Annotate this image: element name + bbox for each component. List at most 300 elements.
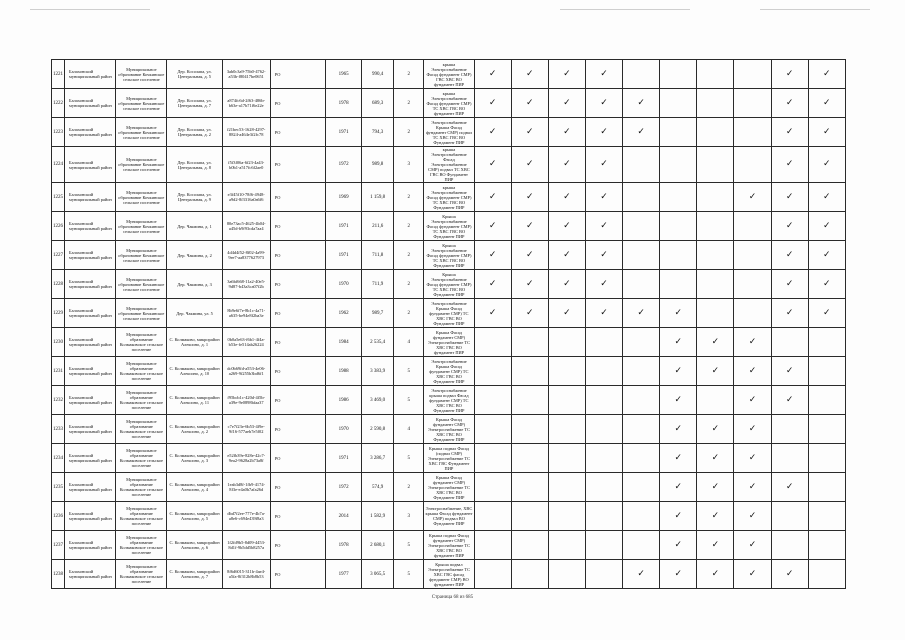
- check-cell: [623, 473, 660, 502]
- district-cell: Балахонский муниципальный район: [65, 328, 116, 357]
- checkmark-icon: ✓: [488, 159, 497, 169]
- checkmark-icon: ✓: [674, 336, 682, 347]
- check-cell: [623, 444, 660, 473]
- table-row: [52, 357, 846, 386]
- checkmark-icon: ✓: [674, 452, 682, 463]
- works-cell: Крыша Фасад фундамент СМР) Электроснабжение ТС ХВС ГВС ВО Фундамент ПИР: [424, 415, 474, 444]
- row-number: 1230: [52, 328, 65, 357]
- checkmark-icon: ✓: [823, 249, 831, 260]
- check-cell: [548, 147, 585, 183]
- floors-cell: 5: [394, 357, 424, 386]
- checkmark-icon: ✓: [563, 97, 571, 108]
- checkmark-icon: ✓: [785, 394, 794, 405]
- guid-cell: e52fb39e-828e-42c7-9ea2-9628a2b73a8f: [222, 444, 270, 473]
- table-row: [52, 118, 846, 147]
- check-cell: [474, 328, 511, 357]
- table-row: [52, 183, 846, 212]
- address-cell: С. Колмаково, микрорайон Алексино, д. 3: [167, 444, 222, 473]
- check-cell: [660, 502, 697, 531]
- owner-cell: Муниципальное образование Кочкинское сельское поселение: [116, 212, 167, 241]
- check-cell: [808, 328, 845, 357]
- row-number: 1222: [52, 89, 65, 118]
- row-number: 1224: [52, 147, 65, 183]
- check-cell: [585, 444, 622, 473]
- check-cell: [734, 444, 771, 473]
- owner-cell: Муниципальное образование Колмаковское сельское поселение: [116, 444, 167, 473]
- owner-cell: Муниципальное образование Колмаковское сельское поселение: [116, 473, 167, 502]
- checkmark-icon: ✓: [600, 249, 608, 260]
- guid-cell: f95bcb1c-420d-4f5b-a39e-9e0898bfaa37: [222, 386, 270, 415]
- checkmark-icon: ✓: [823, 191, 831, 202]
- checkmark-icon: ✓: [600, 191, 608, 202]
- owner-cell: Муниципальное образование Кочкинское сельское поселение: [116, 241, 167, 270]
- check-cell: [660, 357, 697, 386]
- check-cell: [585, 89, 622, 118]
- works-cell: крыша Электроснабжение Фасад фундамент СМР) ТС ХВС ГВС ВО фундамент ПИР: [424, 89, 474, 118]
- checkmark-icon: ✓: [748, 423, 757, 434]
- scan-artifact-line: [30, 9, 150, 10]
- check-cell: [734, 299, 771, 328]
- row-number: 1236: [52, 502, 65, 531]
- district-cell: Балахонский муниципальный район: [65, 241, 116, 270]
- checkmark-icon: ✓: [563, 278, 571, 289]
- check-cell: [511, 147, 548, 183]
- checkmark-icon: ✓: [748, 336, 757, 347]
- check-cell: [548, 502, 585, 531]
- owner-cell: Муниципальное образование Колмаковское сельское поселение: [116, 531, 167, 560]
- check-cell: [623, 386, 660, 415]
- area-cell: 711,9: [362, 270, 394, 299]
- checkmark-icon: ✓: [711, 568, 720, 579]
- checkmark-icon: ✓: [525, 159, 534, 169]
- check-cell: [734, 147, 771, 183]
- checkmark-icon: ✓: [488, 220, 497, 231]
- area-cell: 1 159,8: [362, 183, 394, 212]
- checkmark-icon: ✓: [525, 68, 534, 79]
- check-cell: [511, 118, 548, 147]
- row-number: 1221: [52, 60, 65, 89]
- table-row: [52, 241, 846, 270]
- check-cell: [623, 118, 660, 147]
- owner-cell: Муниципальное образование Колмаковское сельское поселение: [116, 386, 167, 415]
- check-cell: [474, 502, 511, 531]
- checkmark-icon: ✓: [563, 220, 571, 231]
- check-cell: [734, 212, 771, 241]
- check-cell: [474, 531, 511, 560]
- address-cell: С. Колмаково, микрорайон Алексино, д. 1: [167, 328, 222, 357]
- check-cell: [734, 328, 771, 357]
- check-cell: [548, 212, 585, 241]
- check-cell: [734, 118, 771, 147]
- table-row: [52, 60, 846, 89]
- checkmark-icon: ✓: [785, 568, 794, 579]
- check-cell: [511, 212, 548, 241]
- guid-cell: f21bec53-1628-4297-8824-a464e3f2fc78: [222, 118, 270, 147]
- floors-cell: 2: [394, 60, 424, 89]
- checkmark-icon: ✓: [488, 68, 497, 79]
- page-footer: Страница 68 из 685: [431, 595, 474, 600]
- check-cell: [585, 147, 622, 183]
- address-cell: С. Колмаково, микрорайон Алексино, д. 10: [167, 357, 222, 386]
- checkmark-icon: ✓: [748, 510, 757, 521]
- checkmark-icon: ✓: [525, 249, 534, 260]
- guid-cell: 1f2fd9b5-8d09-4453-8d1f-9b5dd5b8257a: [222, 531, 270, 560]
- works-cell: Крыша Фасад фундамент СМР) Электроснабжение ТС ХВС ГВС ВО фундамент ПИР: [424, 328, 474, 357]
- check-cell: [474, 212, 511, 241]
- owner-cell: Муниципальное образование Кочкинское сельское поселение: [116, 183, 167, 212]
- check-cell: [771, 147, 808, 183]
- check-cell: [585, 60, 622, 89]
- guid-cell: e3f45f10-78f6-4948-a9d2-8f3316a0a6f6: [222, 183, 270, 212]
- checkmark-icon: ✓: [488, 307, 497, 318]
- check-cell: [734, 502, 771, 531]
- check-cell: [808, 270, 845, 299]
- area-cell: 574,9: [362, 473, 394, 502]
- check-cell: [697, 328, 734, 357]
- checkmark-icon: ✓: [785, 68, 794, 79]
- check-cell: [808, 241, 845, 270]
- works-cell: крыша Электроснабжение Фасад Электроснабжение СМР) подвал ТС ХВС ГВС ВО Фундамент ПИР: [424, 147, 474, 183]
- check-cell: [771, 502, 808, 531]
- year-cell: 1988: [326, 357, 362, 386]
- guid-cell: dbd7f2ee-777e-4b7a-a8e6-c694e439f8a3: [222, 502, 270, 531]
- row-number: 1235: [52, 473, 65, 502]
- check-cell: [548, 60, 585, 89]
- check-cell: [548, 89, 585, 118]
- row-number: 1228: [52, 270, 65, 299]
- check-cell: [511, 328, 548, 357]
- check-cell: [548, 183, 585, 212]
- works-cell: Электроснабжение крыша подвал Фасад фундамент СМР) ТС ХВС ГВС ВО Фундамент ПИР: [424, 386, 474, 415]
- check-cell: [623, 328, 660, 357]
- check-cell: [808, 502, 845, 531]
- type-cell: РО: [270, 118, 325, 147]
- check-cell: [660, 147, 697, 183]
- check-cell: [511, 531, 548, 560]
- address-cell: Дер. Косолапа, ул. Центральная, д. 9: [167, 183, 222, 212]
- check-cell: [474, 357, 511, 386]
- check-cell: [474, 241, 511, 270]
- table-row: [52, 531, 846, 560]
- guid-cell: c7e7f23e-6b53-4f9e-9f16-577aeb7e5f02: [222, 415, 270, 444]
- check-cell: [697, 415, 734, 444]
- check-cell: [660, 531, 697, 560]
- checkmark-icon: ✓: [600, 126, 608, 137]
- row-number: 1223: [52, 118, 65, 147]
- checkmark-icon: ✓: [823, 307, 831, 318]
- district-cell: Балахонский муниципальный район: [65, 299, 116, 328]
- checkmark-icon: ✓: [748, 539, 757, 550]
- checkmark-icon: ✓: [525, 307, 534, 318]
- row-number: 1225: [52, 183, 65, 212]
- table-row: [52, 386, 846, 415]
- type-cell: РО: [270, 60, 325, 89]
- check-cell: [623, 241, 660, 270]
- check-cell: [808, 183, 845, 212]
- check-cell: [808, 212, 845, 241]
- year-cell: 1972: [326, 473, 362, 502]
- check-cell: [771, 473, 808, 502]
- district-cell: Балахонский муниципальный район: [65, 444, 116, 473]
- check-cell: [511, 415, 548, 444]
- checkmark-icon: ✓: [823, 126, 831, 137]
- type-cell: РО: [270, 560, 325, 589]
- check-cell: [585, 502, 622, 531]
- checkmark-icon: ✓: [748, 452, 757, 463]
- table-row: [52, 473, 846, 502]
- address-cell: Дер. Косолапа, ул. Центральная, д. 2: [167, 118, 222, 147]
- scan-artifact-line: [760, 9, 870, 10]
- type-cell: РО: [270, 415, 325, 444]
- checkmark-icon: ✓: [525, 191, 534, 202]
- type-cell: РО: [270, 299, 325, 328]
- check-cell: [585, 270, 622, 299]
- check-cell: [734, 270, 771, 299]
- checkmark-icon: ✓: [674, 423, 682, 434]
- check-cell: [697, 118, 734, 147]
- check-cell: [660, 118, 697, 147]
- check-cell: [808, 89, 845, 118]
- works-cell: крыша Электроснабжение Фасад фундамент СМР) ГВС ХВС ВО фундамент ПИР: [424, 60, 474, 89]
- check-cell: [734, 183, 771, 212]
- checkmark-icon: ✓: [563, 126, 571, 137]
- check-cell: [548, 241, 585, 270]
- check-cell: [660, 473, 697, 502]
- checkmark-icon: ✓: [525, 97, 534, 108]
- check-cell: [697, 60, 734, 89]
- area-cell: 3 469,0: [362, 386, 394, 415]
- type-cell: РО: [270, 241, 325, 270]
- year-cell: 2014: [326, 502, 362, 531]
- check-cell: [771, 357, 808, 386]
- check-cell: [548, 415, 585, 444]
- checkmark-icon: ✓: [748, 365, 757, 376]
- check-cell: [808, 386, 845, 415]
- year-cell: 1986: [326, 386, 362, 415]
- check-cell: [697, 473, 734, 502]
- checkmark-icon: ✓: [785, 365, 794, 376]
- guid-cell: 3ab0c3a9-75b0-4762-a53b-f80417be0651: [222, 60, 270, 89]
- checkmark-icon: ✓: [785, 191, 794, 202]
- check-cell: [734, 357, 771, 386]
- checkmark-icon: ✓: [674, 307, 682, 318]
- district-cell: Балахонский муниципальный район: [65, 60, 116, 89]
- guid-cell: 4d4d4f52-8f02-4a99-9ee7-aa8377627973: [222, 241, 270, 270]
- row-number: 1233: [52, 415, 65, 444]
- check-cell: [474, 147, 511, 183]
- year-cell: 1971: [326, 241, 362, 270]
- row-number: 1238: [52, 560, 65, 589]
- address-cell: С. Колмаково, микрорайон Алексино, д. 2: [167, 415, 222, 444]
- check-cell: [585, 415, 622, 444]
- check-cell: [623, 531, 660, 560]
- owner-cell: Муниципальное образование Кочкинское сельское поселение: [116, 299, 167, 328]
- floors-cell: 3: [394, 502, 424, 531]
- checkmark-icon: ✓: [563, 249, 571, 260]
- table-row: [52, 89, 846, 118]
- year-cell: 1977: [326, 560, 362, 589]
- check-cell: [697, 212, 734, 241]
- check-cell: [548, 357, 585, 386]
- checkmark-icon: ✓: [785, 126, 794, 137]
- row-number: 1227: [52, 241, 65, 270]
- check-cell: [511, 502, 548, 531]
- owner-cell: Муниципальное образование Колмаковское сельское поселение: [116, 415, 167, 444]
- checkmark-icon: ✓: [711, 481, 720, 492]
- check-cell: [697, 89, 734, 118]
- table-row: [52, 270, 846, 299]
- guid-cell: 8b9e6f7e-8b1c-4a71-a635-be94e8f2ba3e: [222, 299, 270, 328]
- address-cell: С. Колмаково, микрорайон Алексино, д. 4: [167, 473, 222, 502]
- check-cell: [474, 60, 511, 89]
- year-cell: 1972: [326, 147, 362, 183]
- check-cell: [474, 444, 511, 473]
- type-cell: РО: [270, 183, 325, 212]
- checkmark-icon: ✓: [674, 510, 682, 521]
- year-cell: 1971: [326, 212, 362, 241]
- checkmark-icon: ✓: [563, 68, 571, 79]
- floors-cell: 2: [394, 183, 424, 212]
- year-cell: 1962: [326, 299, 362, 328]
- address-cell: С. Колмаково, микрорайон Алексино, д. 11: [167, 386, 222, 415]
- works-cell: Электроснабжение Крыша Фасад фундамент СМР) ТС ХВС ГВС ВО Фундамент ПИР: [424, 357, 474, 386]
- check-cell: [771, 118, 808, 147]
- table-row: [52, 415, 846, 444]
- district-cell: Балахонский муниципальный район: [65, 502, 116, 531]
- check-cell: [660, 328, 697, 357]
- check-cell: [808, 299, 845, 328]
- owner-cell: Муниципальное образование Колмаковское сельское поселение: [116, 560, 167, 589]
- check-cell: [511, 386, 548, 415]
- district-cell: Балахонский муниципальный район: [65, 415, 116, 444]
- check-cell: [474, 473, 511, 502]
- checkmark-icon: ✓: [600, 220, 608, 231]
- check-cell: [623, 270, 660, 299]
- type-cell: РО: [270, 270, 325, 299]
- check-cell: [771, 212, 808, 241]
- check-cell: [734, 60, 771, 89]
- floors-cell: 2: [394, 118, 424, 147]
- area-cell: 990,4: [362, 60, 394, 89]
- district-cell: Балахонский муниципальный район: [65, 183, 116, 212]
- district-cell: Балахонский муниципальный район: [65, 357, 116, 386]
- owner-cell: Муниципальное образование Кочкинское сельское поселение: [116, 89, 167, 118]
- type-cell: РО: [270, 502, 325, 531]
- checkmark-icon: ✓: [711, 539, 720, 550]
- table-row: [52, 299, 846, 328]
- check-cell: [585, 531, 622, 560]
- check-cell: [623, 560, 660, 589]
- check-cell: [771, 328, 808, 357]
- checkmark-icon: ✓: [711, 423, 720, 434]
- checkmark-icon: ✓: [637, 97, 645, 108]
- type-cell: РО: [270, 357, 325, 386]
- year-cell: 1984: [326, 328, 362, 357]
- check-cell: [660, 560, 697, 589]
- check-cell: [511, 560, 548, 589]
- check-cell: [585, 560, 622, 589]
- checkmark-icon: ✓: [785, 481, 794, 492]
- floors-cell: 4: [394, 415, 424, 444]
- works-cell: Крыша подвал Фасад фундамент СМР) Электроснабжение ТС ХВС ГВС ВО фундамент ПИР: [424, 531, 474, 560]
- district-cell: Балахонский муниципальный район: [65, 270, 116, 299]
- type-cell: РО: [270, 212, 325, 241]
- check-cell: [585, 118, 622, 147]
- floors-cell: 2: [394, 212, 424, 241]
- check-cell: [548, 328, 585, 357]
- type-cell: РО: [270, 444, 325, 473]
- owner-cell: Муниципальное образование Кочкинское сельское поселение: [116, 118, 167, 147]
- check-cell: [808, 473, 845, 502]
- checkmark-icon: ✓: [488, 126, 497, 137]
- check-cell: [623, 183, 660, 212]
- checkmark-icon: ✓: [823, 278, 831, 289]
- check-cell: [548, 473, 585, 502]
- district-cell: Балахонский муниципальный район: [65, 147, 116, 183]
- check-cell: [585, 241, 622, 270]
- check-cell: [734, 89, 771, 118]
- checkmark-icon: ✓: [711, 365, 720, 376]
- checkmark-icon: ✓: [711, 452, 720, 463]
- works-cell: Крыша подвал Электроснабжение ТС ХВС ГВС фасад фундамент СМР) ВО фундамент ПИР: [424, 560, 474, 589]
- checkmark-icon: ✓: [563, 191, 571, 202]
- checkmark-icon: ✓: [785, 159, 794, 169]
- check-cell: [585, 328, 622, 357]
- type-cell: РО: [270, 147, 325, 183]
- table-row: [52, 502, 846, 531]
- guid-cell: a874fc6d-2f63-486b-b63e-a17b71f6e22e: [222, 89, 270, 118]
- works-cell: Крыша Электроснабжение Фасад фундамент СМР) ТС ХВС ГВС ВО Фундамент ПИР: [424, 212, 474, 241]
- year-cell: 1970: [326, 415, 362, 444]
- checkmark-icon: ✓: [785, 278, 794, 289]
- check-cell: [808, 444, 845, 473]
- works-cell: Электроснабжение Крыша Фасад фундамент СМР) ТС ХВС ГВС ВО Фундамент ПИР: [424, 299, 474, 328]
- row-number: 1234: [52, 444, 65, 473]
- check-cell: [623, 299, 660, 328]
- type-cell: РО: [270, 328, 325, 357]
- check-cell: [623, 502, 660, 531]
- district-cell: Балахонский муниципальный район: [65, 89, 116, 118]
- check-cell: [808, 118, 845, 147]
- check-cell: [511, 241, 548, 270]
- check-cell: [474, 270, 511, 299]
- area-cell: 2 590,8: [362, 415, 394, 444]
- checkmark-icon: ✓: [823, 159, 831, 169]
- checkmark-icon: ✓: [823, 97, 831, 108]
- floors-cell: 4: [394, 328, 424, 357]
- address-cell: Дер. Косолапа, ул. Центральная, д. 5: [167, 60, 222, 89]
- floors-cell: 5: [394, 444, 424, 473]
- check-cell: [808, 560, 845, 589]
- floors-cell: 3: [394, 147, 424, 183]
- checkmark-icon: ✓: [674, 394, 682, 405]
- works-cell: Электроснабжение Крыша Фасад фундамент СМР) подвал ТС ХВС ГВС ВО Фундамент ПИР: [425, 119, 473, 145]
- check-cell: [771, 560, 808, 589]
- area-cell: 2 680,1: [362, 531, 394, 560]
- area-cell: 711,8: [362, 241, 394, 270]
- check-cell: [511, 89, 548, 118]
- row-number: 1237: [52, 531, 65, 560]
- check-cell: [660, 386, 697, 415]
- table-row: [52, 328, 846, 357]
- works-cell: Электроснабжение, ХВС крыша Фасад фундамент СМР) подвал ВО Фундамент ПИР: [424, 502, 474, 531]
- table-row: [52, 444, 846, 473]
- address-cell: С. Колмаково, микрорайон Алексино, д. 7: [167, 560, 222, 589]
- check-cell: [771, 444, 808, 473]
- check-cell: [660, 299, 697, 328]
- checkmark-icon: ✓: [785, 307, 794, 318]
- area-cell: 689,3: [362, 89, 394, 118]
